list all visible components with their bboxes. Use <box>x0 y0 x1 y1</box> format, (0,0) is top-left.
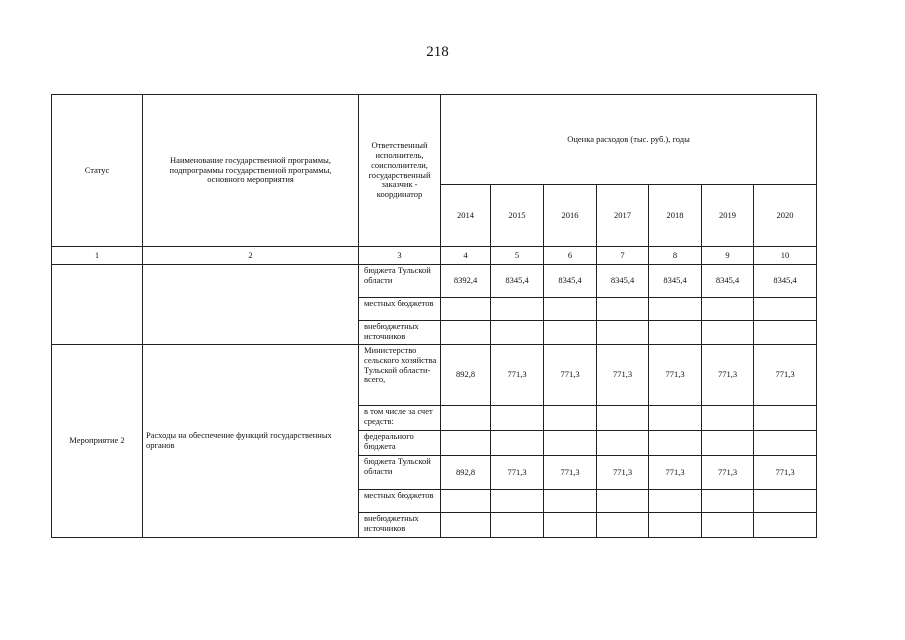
source-cell: Министерство сельского хозяйства Тульской области- всего, <box>359 345 441 406</box>
value-cell <box>544 298 597 321</box>
table-row <box>52 345 817 406</box>
name-cell-empty <box>143 265 359 345</box>
value-cell <box>702 513 754 538</box>
column-number: 5 <box>491 247 544 265</box>
value-cell: 771,3 <box>649 345 702 406</box>
value-cell: 8345,4 <box>649 265 702 298</box>
year-header: 2014 <box>441 185 491 247</box>
value-cell <box>597 321 649 345</box>
value-cell <box>597 431 649 456</box>
header-responsible: Ответственный исполнитель, соисполнители, государственный заказчик - координатор <box>359 95 441 247</box>
table-row <box>52 265 817 298</box>
header-name: Наименование государственной программы, подпрограммы государственной программы, основного мероприятия <box>143 95 359 247</box>
value-cell <box>754 431 817 456</box>
value-cell <box>702 431 754 456</box>
value-cell: 8345,4 <box>491 265 544 298</box>
column-number: 1 <box>52 247 143 265</box>
value-cell <box>544 406 597 431</box>
value-cell <box>441 490 491 513</box>
value-cell: 771,3 <box>597 456 649 490</box>
value-cell <box>754 406 817 431</box>
value-cell <box>754 298 817 321</box>
year-header: 2016 <box>544 185 597 247</box>
year-header: 2017 <box>597 185 649 247</box>
value-cell <box>491 321 544 345</box>
year-header: 2019 <box>702 185 754 247</box>
source-cell: бюджета Тульской области <box>359 456 441 490</box>
value-cell <box>491 490 544 513</box>
source-cell: внебюджетных источников <box>359 321 441 345</box>
value-cell <box>544 513 597 538</box>
value-cell: 8392,4 <box>441 265 491 298</box>
value-cell <box>649 513 702 538</box>
value-cell <box>597 490 649 513</box>
value-cell: 8345,4 <box>702 265 754 298</box>
value-cell: 771,3 <box>649 456 702 490</box>
status-cell-empty <box>52 265 143 345</box>
column-number: 2 <box>143 247 359 265</box>
value-cell <box>754 321 817 345</box>
value-cell <box>597 513 649 538</box>
value-cell: 8345,4 <box>544 265 597 298</box>
value-cell <box>597 406 649 431</box>
budget-table <box>51 94 817 538</box>
activity-name: Расходы на обеспечение функций государственных органов <box>143 345 359 538</box>
column-number: 9 <box>702 247 754 265</box>
value-cell: 771,3 <box>754 456 817 490</box>
source-cell: бюджета Тульской области <box>359 265 441 298</box>
value-cell: 892,8 <box>441 456 491 490</box>
value-cell: 771,3 <box>702 456 754 490</box>
header-status: Статус <box>52 95 143 247</box>
source-cell: внебюджетных источников <box>359 513 441 538</box>
year-header: 2018 <box>649 185 702 247</box>
value-cell <box>441 431 491 456</box>
column-number: 6 <box>544 247 597 265</box>
column-number: 7 <box>597 247 649 265</box>
year-header: 2020 <box>754 185 817 247</box>
value-cell <box>544 431 597 456</box>
column-number: 8 <box>649 247 702 265</box>
value-cell <box>754 490 817 513</box>
source-cell: местных бюджетов <box>359 490 441 513</box>
value-cell <box>649 406 702 431</box>
source-cell: федерального бюджета <box>359 431 441 456</box>
value-cell: 771,3 <box>702 345 754 406</box>
value-cell: 8345,4 <box>754 265 817 298</box>
value-cell <box>441 321 491 345</box>
activity-status: Мероприятие 2 <box>52 345 143 538</box>
value-cell <box>702 321 754 345</box>
value-cell <box>754 513 817 538</box>
source-cell: в том числе за счет средств: <box>359 406 441 431</box>
value-cell <box>649 321 702 345</box>
value-cell: 892,8 <box>441 345 491 406</box>
value-cell <box>702 490 754 513</box>
column-number: 10 <box>754 247 817 265</box>
value-cell <box>702 406 754 431</box>
value-cell <box>649 431 702 456</box>
value-cell: 771,3 <box>544 456 597 490</box>
value-cell <box>597 298 649 321</box>
source-cell: местных бюджетов <box>359 298 441 321</box>
value-cell <box>441 298 491 321</box>
value-cell <box>544 490 597 513</box>
value-cell: 771,3 <box>597 345 649 406</box>
value-cell <box>491 406 544 431</box>
column-number: 4 <box>441 247 491 265</box>
value-cell <box>491 513 544 538</box>
value-cell <box>441 406 491 431</box>
column-number: 3 <box>359 247 441 265</box>
value-cell <box>649 298 702 321</box>
value-cell: 771,3 <box>544 345 597 406</box>
value-cell: 771,3 <box>491 456 544 490</box>
value-cell <box>491 298 544 321</box>
header-estimate: Оценка расходов (тыс. руб.), годы <box>441 95 817 185</box>
value-cell: 771,3 <box>491 345 544 406</box>
value-cell: 8345,4 <box>597 265 649 298</box>
value-cell: 771,3 <box>754 345 817 406</box>
value-cell <box>702 298 754 321</box>
value-cell <box>649 490 702 513</box>
column-number-row <box>52 247 817 265</box>
page-number: 218 <box>426 44 449 60</box>
value-cell <box>491 431 544 456</box>
value-cell <box>441 513 491 538</box>
year-header: 2015 <box>491 185 544 247</box>
value-cell <box>544 321 597 345</box>
